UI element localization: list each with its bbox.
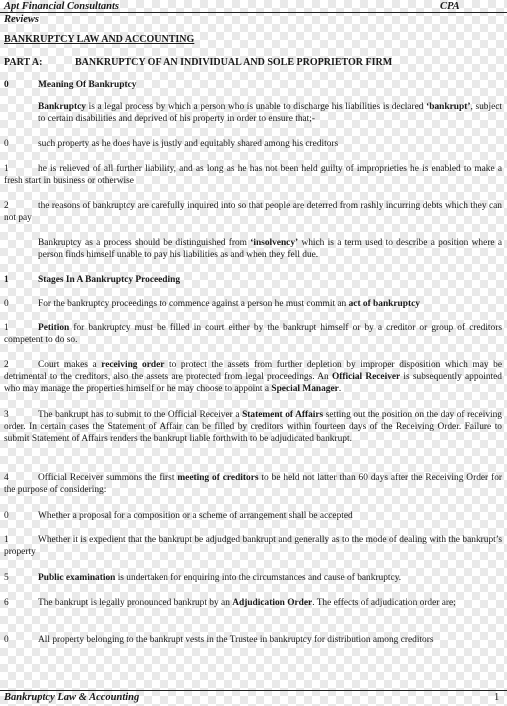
list-item	[4, 598, 502, 610]
text: For the bankruptcy proceedings to commence against a person he must commit an	[38, 299, 349, 309]
list-item	[38, 299, 502, 311]
section-number: 0	[4, 80, 9, 90]
list-number: 3	[4, 410, 9, 420]
text: The bankrupt has to submit to the Official Receiver a	[38, 410, 243, 420]
header-company: Apt Financial Consultants	[4, 1, 119, 12]
list-number: 6	[4, 598, 9, 608]
list-number: 4	[4, 473, 9, 483]
list-item	[4, 410, 502, 445]
term-petition: Petition	[38, 323, 70, 333]
section-heading: Stages In A Bankruptcy Proceeding	[38, 275, 181, 285]
list-number: 0	[4, 635, 9, 645]
text: for bankruptcy must be filled in court either by the bankrupt himself or by a creditor or group of creditors competent to do so.	[4, 323, 502, 345]
part-label: PART A:	[4, 57, 43, 68]
text: is a legal process by which a person who is unable to discharge his liabilities is declared	[85, 102, 427, 112]
text: to protect the assets from further depletion by improper disposition which may be detrimental to the creditors, also the assets are protected from legal proceedings. An	[4, 360, 502, 382]
term-bankrupt: ‘bankrupt’	[426, 102, 471, 112]
list-item	[38, 573, 502, 585]
text: The bankrupt is legally pronounced bankrupt by an	[38, 598, 233, 608]
term-adjudication-order: Adjudication Order	[232, 598, 313, 608]
header-rule	[0, 12, 507, 13]
term-act-of-bankruptcy: act of bankruptcy	[348, 299, 420, 309]
list-number: 1	[4, 164, 9, 174]
text: Official Receiver summons the first	[38, 473, 178, 483]
list-number: 2	[4, 360, 9, 370]
list-number: 1	[4, 323, 9, 333]
header-code: CPA	[440, 1, 460, 12]
list-number: 5	[4, 573, 9, 583]
term-public-examination: Public examination	[38, 573, 116, 583]
part-title: BANKRUPTCY OF AN INDIVIDUAL AND SOLE PROPRIETOR FIRM	[75, 57, 393, 68]
text: to be held not latter than 60 days after the Receiving Order for the purpose of considering:	[4, 473, 503, 495]
text: is subsequently appointed who may manage the properties himself or he may choose to appoint a	[4, 371, 502, 394]
term-insolvency: ‘insolvency’	[250, 238, 299, 248]
list-item: Whether a proposal for a composition or a scheme of arrangement shall be accepted	[38, 511, 353, 521]
text: . The effects of adjudication order are;	[312, 598, 456, 608]
list-item	[4, 323, 502, 347]
text: is undertaken for enquiring into the circumstances and cause of bankruptcy.	[115, 573, 402, 583]
term-meeting-of-creditors: meeting of creditors	[177, 473, 259, 483]
page-number: 1	[494, 692, 500, 703]
footer-title: Bankruptcy Law & Accounting	[4, 692, 140, 703]
list-item: Whether it is expedient that the bankrupt be adjudged bankrupt and generally as to the mode of dealing with the bankrupt’s property	[4, 535, 502, 557]
text: Court makes a	[38, 360, 102, 370]
text: , subject to certain disabilities and deprived of his property in order to ensure that;-	[38, 102, 503, 124]
text: .	[338, 383, 342, 394]
paragraph-definition	[38, 102, 502, 126]
list-item: All property belonging to the bankrupt vests in the Trustee in bankruptcy for distribution among creditors	[38, 635, 434, 645]
list-number: 0	[4, 511, 9, 521]
list-number: 0	[4, 139, 9, 149]
term-receiving-order: receiving order	[101, 360, 165, 370]
term-special-manager: Special Manager	[271, 383, 339, 394]
list-number: 0	[4, 299, 9, 309]
section-number: 1	[4, 275, 9, 285]
text: which is a term used to describe a position where a person finds himself unable to pay his liabilities as and when they fell due.	[38, 238, 503, 260]
text: Bankruptcy as a process should be distinguished from	[38, 238, 251, 248]
document-title: BANKRUPTCY LAW AND ACCOUNTING	[4, 34, 195, 45]
list-item	[4, 360, 502, 395]
list-item	[4, 473, 502, 497]
list-item: the reasons of bankruptcy are carefully inquired into so that people are deterred from rashly incurring debts which they can not pay	[4, 201, 502, 223]
paragraph-insolvency	[38, 238, 502, 262]
list-number: 2	[4, 201, 9, 211]
term-statement-of-affairs: Statement of Affairs	[242, 410, 324, 420]
term-official-receiver: Official Receiver	[331, 371, 401, 382]
header-subtitle: Reviews	[4, 14, 39, 25]
term-bankruptcy: Bankruptcy	[38, 102, 86, 112]
text: setting out the position on the day of receiving order. In certain cases the Statement of Affair can be filled by creditors within fourteen days of the Receiving Order. Failure to submit Statement of Affairs renders the bankrupt liable forthwith to be adjudicated bankrupt.	[4, 410, 502, 444]
list-item: such property as he does have is justly and equitably shared among his creditors	[38, 139, 339, 149]
list-number: 1	[4, 535, 9, 545]
section-heading: Meaning Of Bankruptcy	[38, 80, 137, 90]
list-item: he is relieved of all further liability, and as long as he has not been held guilty of improprieties he is enabled to make a fresh start in business or otherwise	[4, 164, 502, 186]
